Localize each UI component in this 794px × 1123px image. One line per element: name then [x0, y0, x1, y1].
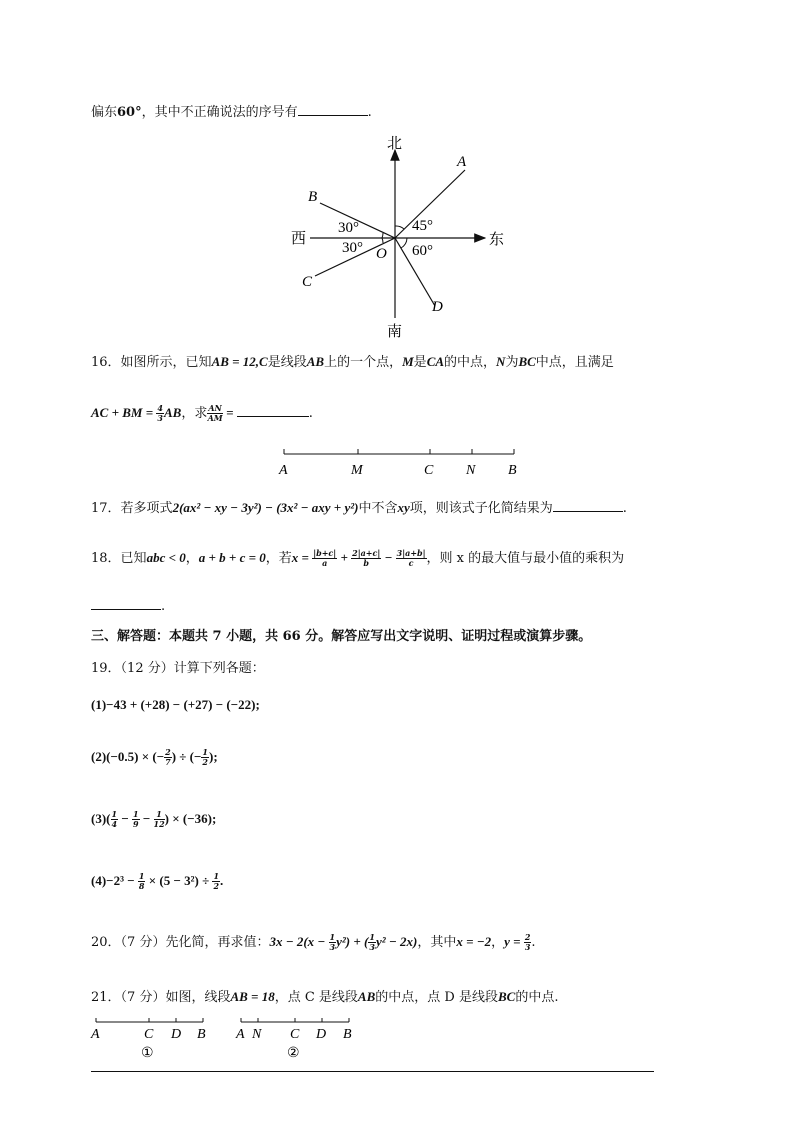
svg-text:N: N: [252, 1027, 262, 1042]
answer-blank: [91, 597, 161, 610]
svg-text:C: C: [424, 463, 434, 478]
q19-part2: (2)(−0.5) × (− $\frac{2}{7}$ ) ÷ (− $\frac{1}{2}$ );: [91, 747, 218, 767]
q21: 21．（7 分）如图，线段AB = 18，点 C 是线段AB的中点，点 D 是线段BC的中点.: [91, 989, 559, 1005]
west-label: 西: [291, 231, 307, 247]
angle-arc: [382, 233, 383, 238]
ray-d-label: D: [432, 299, 443, 315]
q16-line1: 16．如图所示，已知AB = 12,C是线段AB上的一个点，M是CA的中点，N为BC中点，且满足: [91, 354, 614, 370]
compass-figure: [280, 128, 520, 343]
angle-label: 45°: [412, 218, 433, 234]
fraction: $\frac{AN}{AM}$: [207, 403, 223, 423]
q18: 18．已知abc < 0，a + b + c = 0，若x = $\frac{|b+c|}{a}$ + $\frac{2|a+c|}{b}$ − $\frac{3|a+b|}{c}$ ，则 x 的最大值与最小值的乘积为: [91, 548, 625, 568]
fraction: $\frac{4}{3}$: [157, 403, 163, 423]
angle-arc: [395, 226, 404, 229]
q19-part1: (1)−43 + (+28) − (+27) − (−22);: [91, 697, 260, 712]
section-heading: 三、解答题：本题共 7 小题，共 66 分。解答应写出文字说明、证明过程或演算步骤。: [91, 629, 592, 644]
svg-text:N: N: [466, 463, 476, 478]
angle-label: 30°: [342, 240, 363, 256]
q16-segment-figure: [272, 446, 528, 480]
angle-label: 60°: [412, 243, 433, 259]
top-line: 偏东60°，其中不正确说法的序号有 .: [91, 105, 372, 120]
east-label: 东: [489, 232, 505, 248]
q20: 20．（7 分）先化简，再求值：3x − 2(x − $\frac{1}{3}$ y²) + ( $\frac{1}{3}$ y² − 2x)，其中x = −2，y = $\frac{2}{3}$ .: [91, 932, 536, 952]
svg-text:C: C: [290, 1027, 300, 1042]
q19-part3: (3)( $\frac{1}{4}$ − $\frac{1}{9}$ − $\frac{1}{12}$ ) × (−36);: [91, 809, 217, 829]
q19-header: 19．（12 分）计算下列各题：: [91, 661, 265, 676]
ray-c-label: C: [302, 274, 313, 290]
center-label: O: [376, 246, 387, 262]
angle-label: 30°: [338, 220, 359, 236]
angle-arc: [382, 238, 383, 243]
svg-text:B: B: [508, 463, 517, 478]
ray-b-label: B: [308, 189, 318, 205]
answer-blank: [553, 499, 623, 512]
svg-text:D: D: [171, 1027, 182, 1042]
q16-line2: AC + BM = $\frac{4}{3}$ AB，求 $\frac{AN}{AM}$ = .: [91, 403, 313, 423]
svg-text:D: D: [316, 1027, 327, 1042]
south-label: 南: [387, 324, 403, 340]
svg-text:C: C: [144, 1027, 154, 1042]
q18-blank-line: .: [91, 597, 165, 616]
svg-text:B: B: [343, 1027, 352, 1042]
svg-text:A: A: [279, 463, 288, 478]
answer-blank: [298, 103, 368, 116]
angle-arc: [401, 238, 407, 248]
svg-text:M: M: [351, 463, 363, 478]
answer-blank: [237, 404, 309, 417]
svg-text:A: A: [236, 1027, 245, 1042]
q19-part4: (4)−2³ − $\frac{1}{8}$ × (5 − 3²) ÷ $\frac{1}{2}$ .: [91, 871, 224, 891]
q21-figure-1: [88, 1015, 218, 1063]
svg-text:①: ①: [141, 1046, 154, 1061]
svg-text:B: B: [197, 1027, 206, 1042]
ray-a-label: A: [457, 154, 467, 170]
page-divider: [91, 1071, 654, 1072]
north-label: 北: [387, 136, 403, 152]
svg-text:②: ②: [287, 1046, 300, 1061]
q17: 17．若多项式2(ax² − xy − 3y²) − (3x² − axy + y²)中不含xy项，则该式子化简结果为 .: [91, 500, 627, 516]
q21-figure-2: [233, 1015, 363, 1063]
svg-text:A: A: [91, 1027, 100, 1042]
